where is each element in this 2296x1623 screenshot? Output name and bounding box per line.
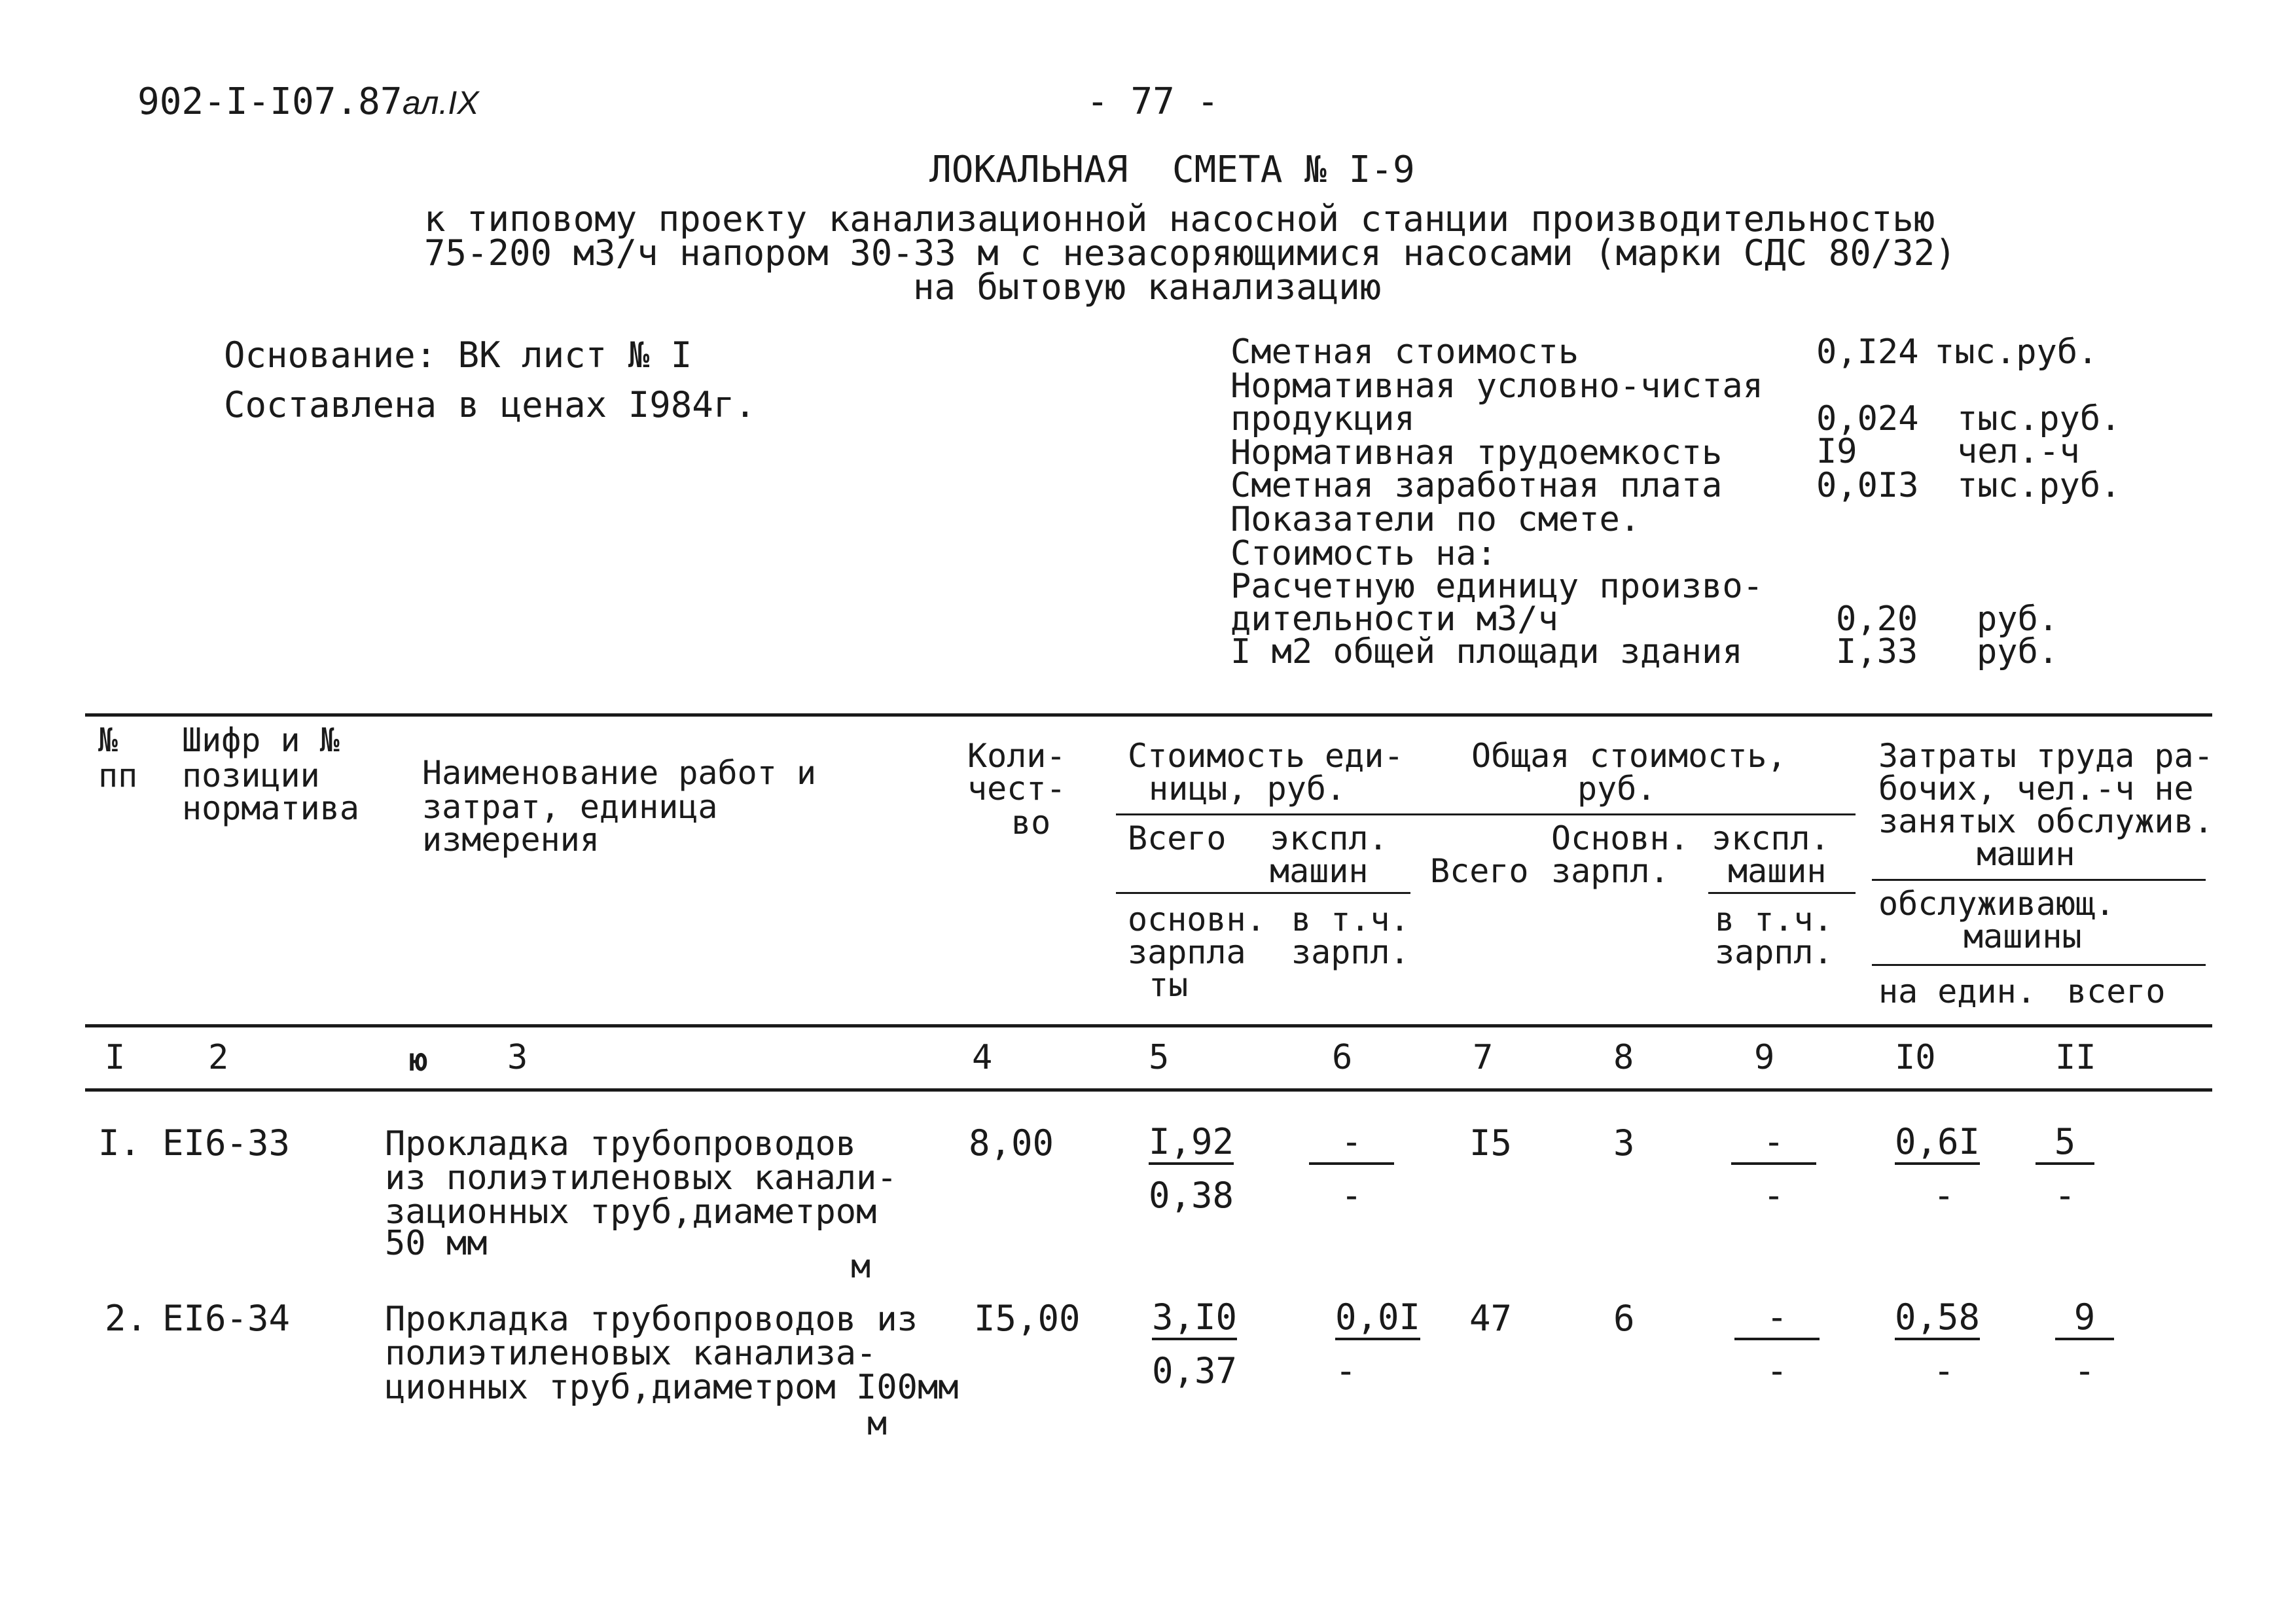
row-name-1: Прокладка трубопроводов из xyxy=(385,1300,918,1339)
labor-unit: чел.-ч xyxy=(1957,432,2080,471)
row-name-2: полиэтиленовых канализа- xyxy=(385,1334,877,1373)
row-unit-cost-total: 3,I0 xyxy=(1152,1300,1237,1340)
row-unit-cost-mach: - xyxy=(1309,1124,1394,1165)
album-number: ал.IX xyxy=(403,84,479,121)
col-name-3: измерения xyxy=(422,821,600,859)
net-product-value: 0,024 xyxy=(1816,399,1919,438)
labor-label: Нормативная трудоемкость xyxy=(1230,433,1723,473)
row-name-4: 50 мм xyxy=(385,1224,488,1263)
col-qty-2: чест- xyxy=(967,770,1066,808)
wage-value: 0,0I3 xyxy=(1816,466,1919,505)
row-name-3: ционных труб,диаметром I00мм xyxy=(385,1368,959,1407)
total-cost-total: Всего xyxy=(1430,852,1529,890)
row-total-mach-wage: - xyxy=(1763,1175,1785,1216)
col-name-1: Наименование работ и xyxy=(422,754,817,792)
col-number-4: 4 xyxy=(972,1038,993,1077)
row-total-cost: 47 xyxy=(1469,1298,1513,1339)
area-value: I,33 xyxy=(1836,632,1918,671)
col-number-mark: ю xyxy=(409,1042,428,1079)
row-labor-unit: 0,58 xyxy=(1895,1300,1980,1340)
subtitle-line-3: на бытовую канализацию xyxy=(913,266,1382,308)
row-unit: м xyxy=(867,1404,888,1442)
unit-cost-heading-1: Стоимость еди- xyxy=(1128,737,1404,775)
total-cost-wage-1: Основн. xyxy=(1551,819,1689,857)
cost-group-rule xyxy=(1116,813,1856,815)
indicators-label: Показатели по смете. xyxy=(1230,500,1641,539)
unit-cost-incl-1: в т.ч. xyxy=(1291,901,1410,938)
subtitle-line-1: к типовому проекту канализационной насосной станции производительностью xyxy=(424,198,1935,240)
total-mach-sub-rule xyxy=(1708,892,1856,894)
total-cost-incl-1: в т.ч. xyxy=(1715,901,1833,938)
basis-sheet: Основание: ВК лист № I xyxy=(224,334,692,376)
net-product-unit: тыс.руб. xyxy=(1957,399,2121,438)
row-num: 2. xyxy=(105,1298,148,1339)
wage-label: Сметная заработная плата xyxy=(1230,466,1723,505)
col-num-2: пп xyxy=(98,757,138,794)
labor-per-unit: на един. xyxy=(1878,972,2036,1010)
estimate-title: ЛОКАЛЬНАЯ СМЕТА № I-9 xyxy=(929,149,1415,191)
row-labor-unit: 0,6I xyxy=(1895,1124,1980,1165)
header-bottom-rule xyxy=(85,1024,2212,1027)
row-code: EI6-34 xyxy=(162,1298,291,1339)
col-number-6: 6 xyxy=(1332,1038,1353,1077)
col-code-2: позиции xyxy=(182,757,320,794)
row-labor-total: 5 xyxy=(2036,1124,2094,1165)
row-unit: м xyxy=(851,1247,871,1285)
col-number-5: 5 xyxy=(1149,1038,1170,1077)
row-qty: 8,00 xyxy=(969,1122,1054,1164)
unit-cost-wage-1: основн. xyxy=(1128,901,1266,938)
labor-heading-3: занятых обслужив. xyxy=(1878,802,2214,840)
col-qty-1: Коли- xyxy=(967,737,1066,775)
cost-label: Сметная стоимость xyxy=(1230,332,1579,372)
row-name-2: из полиэтиленовых канали- xyxy=(385,1158,897,1198)
labor-total: всего xyxy=(2067,972,2166,1010)
col-qty-3: во xyxy=(1011,804,1051,842)
col-code-3: норматива xyxy=(182,789,359,827)
row-total-wage: 6 xyxy=(1613,1298,1635,1339)
subtitle-line-2: 75-200 м3/ч напором 30-33 м с незасоряющимися насосами (марки СДС 80/32) xyxy=(424,232,1956,274)
column-numbers-rule xyxy=(85,1088,2212,1092)
row-labor-total-serv: - xyxy=(2054,1175,2076,1216)
col-num-1: № xyxy=(98,721,118,759)
net-product-label-2: продукция xyxy=(1230,399,1415,438)
page-number: - 77 - xyxy=(1086,80,1219,123)
row-total-mach-wage: - xyxy=(1766,1350,1788,1391)
col-number-10: I0 xyxy=(1895,1038,1936,1077)
basis-prices: Составлена в ценах I984г. xyxy=(224,384,756,425)
table-top-rule xyxy=(85,713,2212,717)
total-cost-mach-2: машин xyxy=(1728,852,1827,890)
row-unit-cost-mach-wage: - xyxy=(1335,1350,1357,1391)
area-unit: руб. xyxy=(1977,632,2059,671)
unit-cost-wage-2: зарпла xyxy=(1128,933,1246,971)
row-qty: I5,00 xyxy=(974,1298,1081,1339)
labor-serv-1: обслуживающ. xyxy=(1878,885,2115,923)
row-labor-unit-serv: - xyxy=(1933,1175,1955,1216)
unit-cost-heading-2: ницы, руб. xyxy=(1149,770,1346,808)
cost-value: 0,I24 xyxy=(1816,332,1919,372)
total-cost-wage-2: зарпл. xyxy=(1551,852,1670,890)
row-labor-total-serv: - xyxy=(2073,1350,2096,1391)
row-name-3: зационных труб,диаметром xyxy=(385,1192,877,1232)
col-number-9: 9 xyxy=(1754,1038,1775,1077)
row-unit-cost-total: I,92 xyxy=(1149,1124,1234,1165)
wage-unit: тыс.руб. xyxy=(1957,466,2121,505)
unit-capacity-value: 0,20 xyxy=(1836,599,1918,639)
row-labor-total: 9 xyxy=(2055,1300,2114,1340)
row-unit-cost-mach: 0,0I xyxy=(1335,1300,1420,1340)
col-number-8: 8 xyxy=(1613,1038,1634,1077)
row-total-mach: - xyxy=(1731,1124,1816,1165)
row-total-cost: I5 xyxy=(1469,1122,1513,1164)
row-name-1: Прокладка трубопроводов xyxy=(385,1124,857,1164)
cost-on-label: Стоимость на: xyxy=(1230,534,1497,573)
row-unit-cost-wage: 0,37 xyxy=(1152,1350,1238,1391)
row-code: EI6-33 xyxy=(162,1122,291,1164)
row-num: I. xyxy=(98,1122,141,1164)
unit-cost-incl-2: зарпл. xyxy=(1291,933,1410,971)
total-cost-incl-2: зарпл. xyxy=(1715,933,1833,971)
row-total-wage: 3 xyxy=(1613,1122,1635,1164)
unit-cost-mach-1: экспл. xyxy=(1270,819,1388,857)
row-unit-cost-mach-wage: - xyxy=(1340,1175,1363,1216)
area-label: I м2 общей площади здания xyxy=(1230,632,1743,671)
unit-capacity-label-1: Расчетную единицу произво- xyxy=(1230,567,1763,606)
unit-capacity-label-2: дительности м3/ч xyxy=(1230,599,1558,639)
row-unit-cost-wage: 0,38 xyxy=(1149,1175,1234,1216)
labor-sub-rule xyxy=(1872,964,2206,966)
unit-cost-wage-3: ты xyxy=(1149,966,1189,1004)
col-number-7: 7 xyxy=(1473,1038,1494,1077)
unit-capacity-unit: руб. xyxy=(1977,599,2059,639)
doc-code: 902-I-I07.87 xyxy=(137,80,403,123)
labor-heading-2: бочих, чел.-ч не xyxy=(1878,770,2194,808)
labor-heading-1: Затраты труда ра- xyxy=(1878,737,2214,775)
labor-heading-4: машин xyxy=(1977,835,2075,873)
col-number-11: II xyxy=(2055,1038,2096,1077)
labor-group-rule xyxy=(1872,879,2206,881)
cost-unit: тыс.руб. xyxy=(1934,332,2098,372)
total-cost-mach-1: экспл. xyxy=(1712,819,1830,857)
total-cost-heading-1: Общая стоимость, xyxy=(1471,737,1787,775)
row-labor-unit-serv: - xyxy=(1933,1350,1955,1391)
unit-cost-sub-rule xyxy=(1116,892,1410,894)
col-number-3: 3 xyxy=(507,1038,528,1077)
total-cost-heading-2: руб. xyxy=(1577,770,1657,808)
net-product-label-1: Нормативная условно-чистая xyxy=(1230,366,1763,406)
unit-cost-mach-2: машин xyxy=(1270,852,1369,890)
unit-cost-total: Всего xyxy=(1128,819,1227,857)
col-number-2: 2 xyxy=(208,1038,229,1077)
col-number-1: I xyxy=(105,1038,126,1077)
labor-value: I9 xyxy=(1816,432,1857,471)
row-total-mach: - xyxy=(1734,1300,1820,1340)
col-code-1: Шифр и № xyxy=(182,721,340,759)
col-name-2: затрат, единица xyxy=(422,788,718,826)
labor-serv-2: машины xyxy=(1964,918,2082,955)
